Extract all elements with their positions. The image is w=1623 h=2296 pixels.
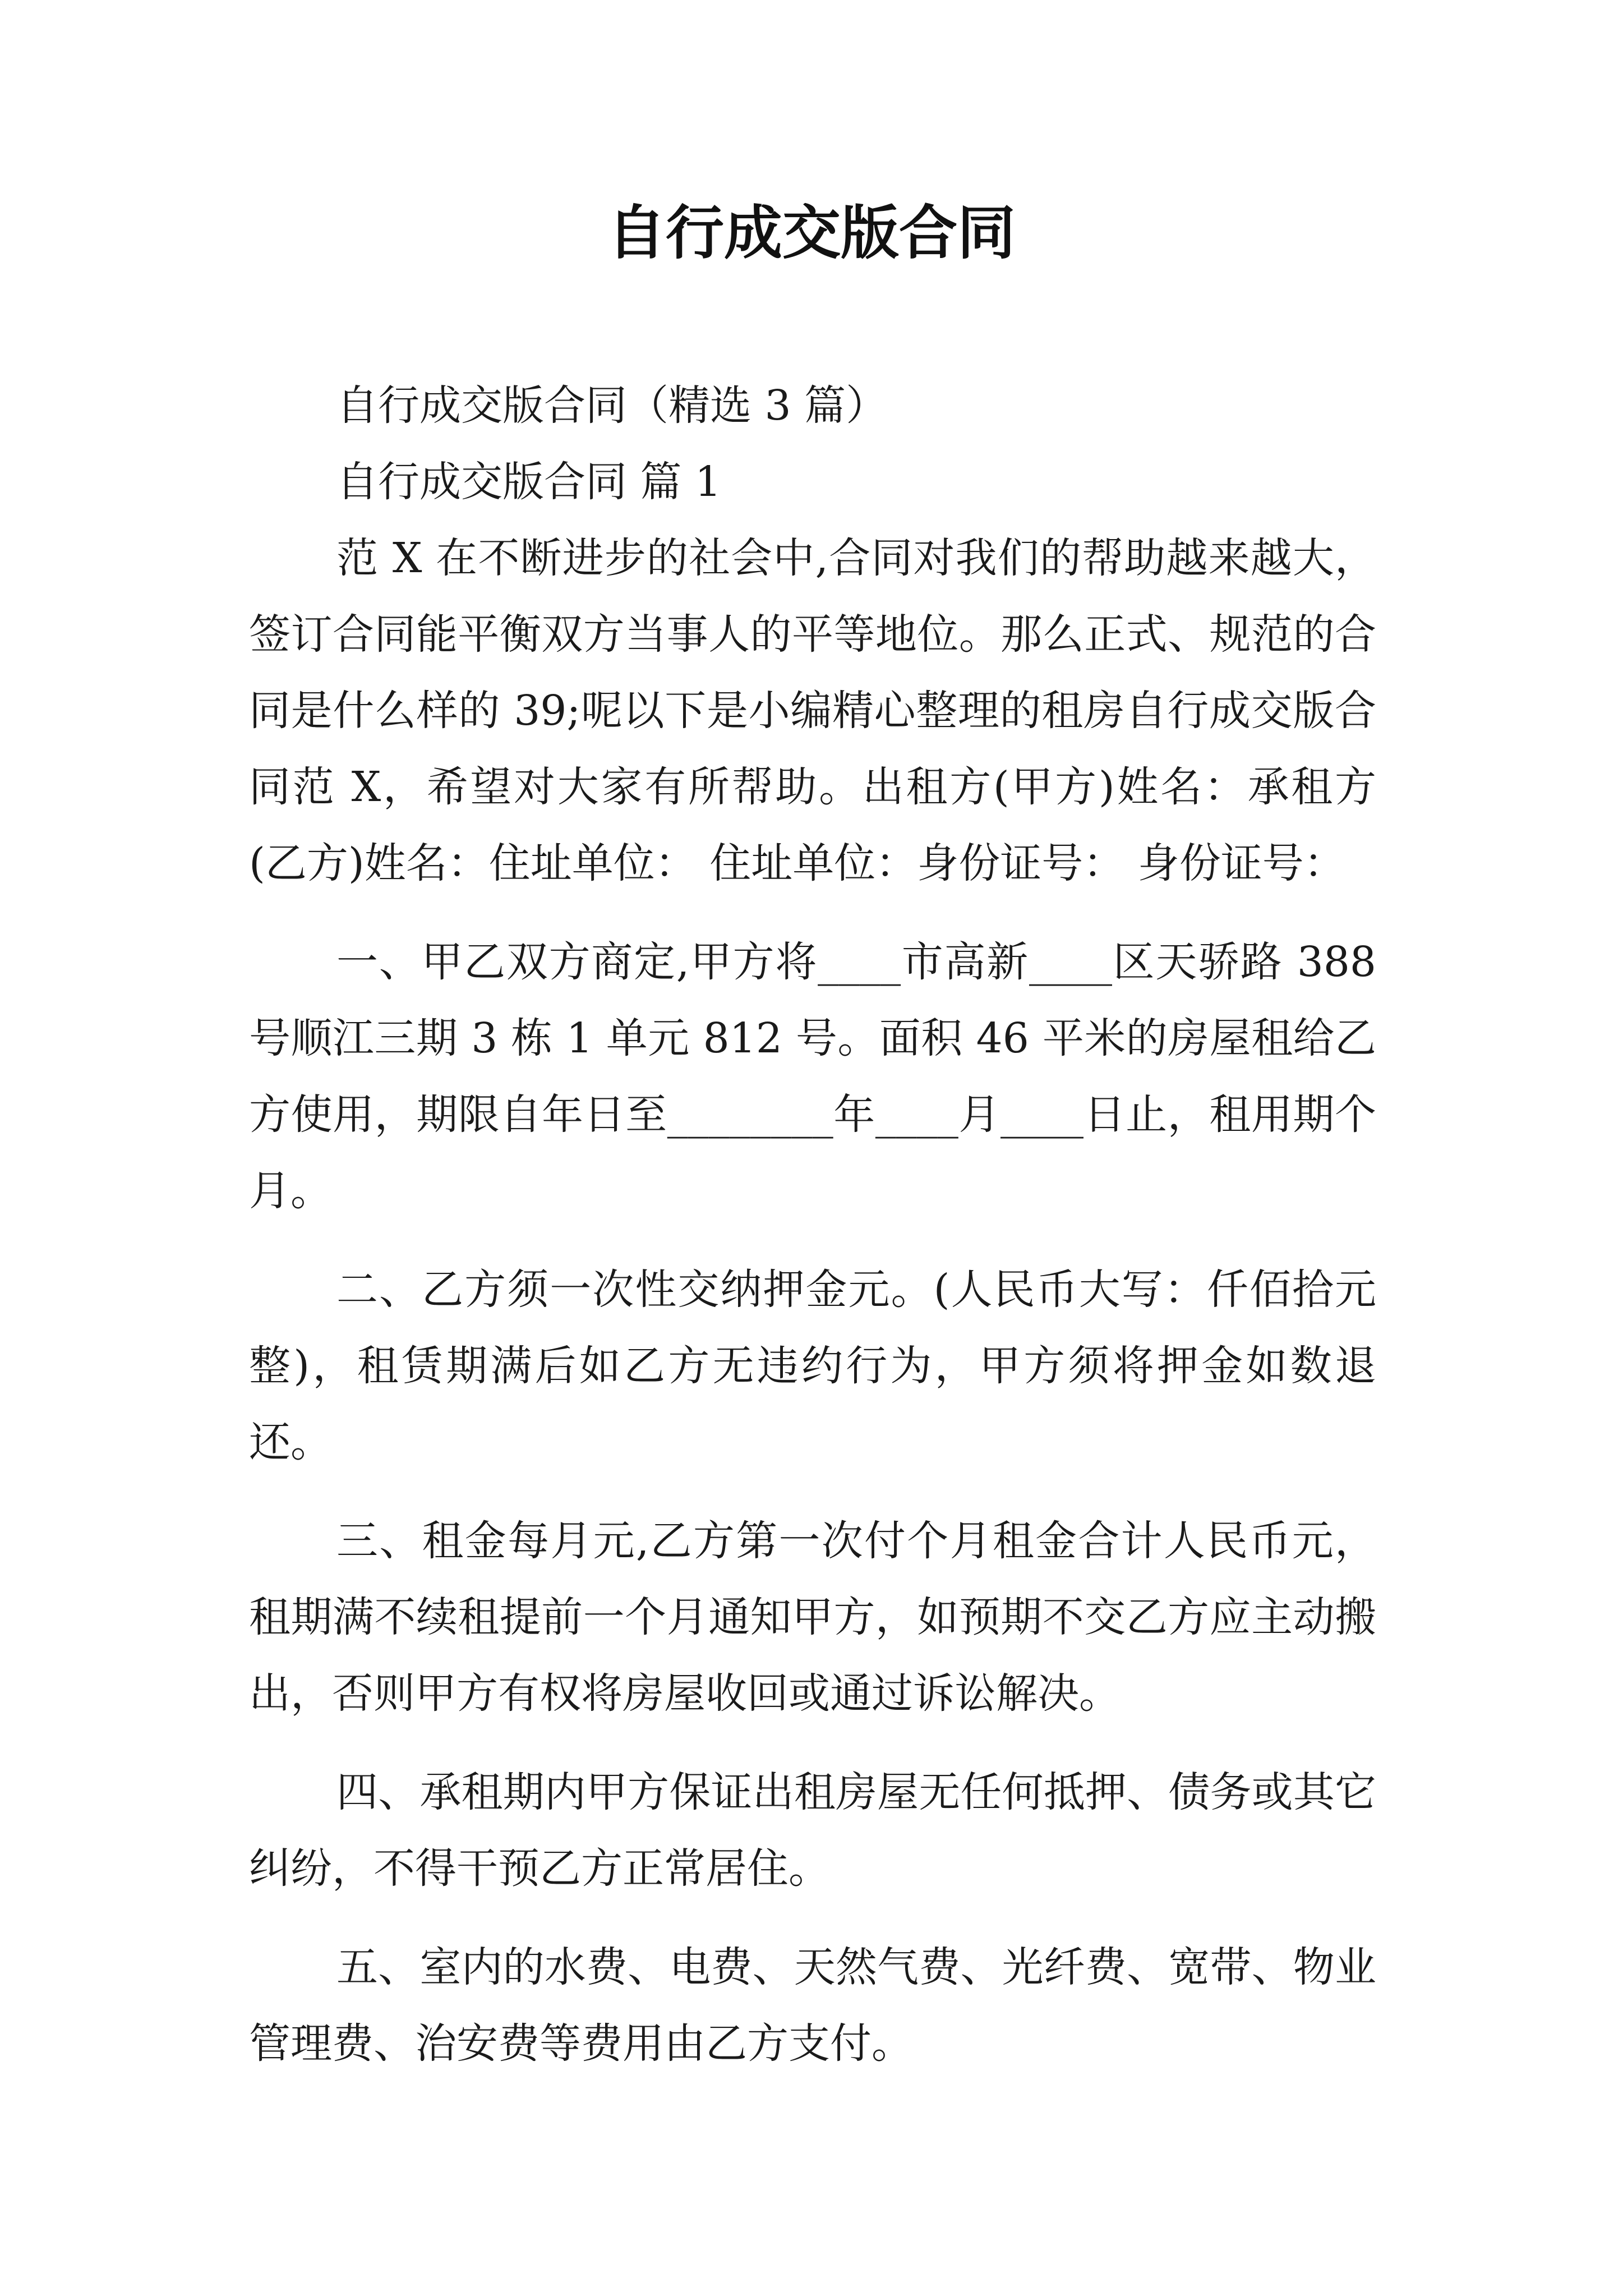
paragraph-text: 一、甲乙双方商定,甲方将____市高新____区天骄路 388 号顺江三期 3 栋 1 单元 812 号。面积 46 平米的房屋租给乙方使用，期限自年日至________年____月____日止，租用期个月。 [249, 938, 1376, 1215]
paragraph-text: 四、承租期内甲方保证出租房屋无任何抵押、债务或其它纠纷，不得干预乙方正常居住。 [249, 1768, 1376, 1893]
paragraph-text: 五、室内的水费、电费、天然气费、光纤费、宽带、物业管理费、治安费等费用由乙方支付。 [249, 1943, 1376, 2068]
document-title: 自行成交版合同 [607, 198, 1016, 267]
paragraph-clause-4 [249, 1754, 1376, 1907]
paragraph-text: 二、乙方须一次性交纳押金元。(人民币大写：仟佰拾元整)，租赁期满后如乙方无违约行为，甲方须将押金如数退还。 [249, 1266, 1376, 1466]
paragraph-clause-5 [249, 1929, 1376, 2082]
paragraph-clause-2 [249, 1251, 1376, 1480]
paragraph-clause-1 [249, 924, 1376, 1229]
document-subtitle: 自行成交版合同（精选 3 篇） [336, 381, 888, 430]
document-body [249, 367, 1376, 2104]
paragraph-clause-3 [249, 1503, 1376, 1732]
section-heading: 自行成交版合同 篇 1 [336, 458, 722, 506]
paragraph-text: 三、租金每月元,乙方第一次付个月租金合计人民币元，租期满不续租提前一个月通知甲方，如预期不交乙方应主动搬出，否则甲方有权将房屋收回或通过诉讼解决。 [249, 1517, 1376, 1718]
paragraph-text: 范 X 在不断进步的社会中,合同对我们的帮助越来越大，签订合同能平衡双方当事人的平等地位。那么正式、规范的合同是什么样的 39;呢以下是小编精心整理的租房自行成交版合同范 X，希望对大家有所帮助。出租方(甲方)姓名：承租方(乙方)姓名：住址单位： 住址单位：身份证号： 身份证号： [249, 534, 1376, 887]
paragraph-intro [249, 520, 1376, 901]
